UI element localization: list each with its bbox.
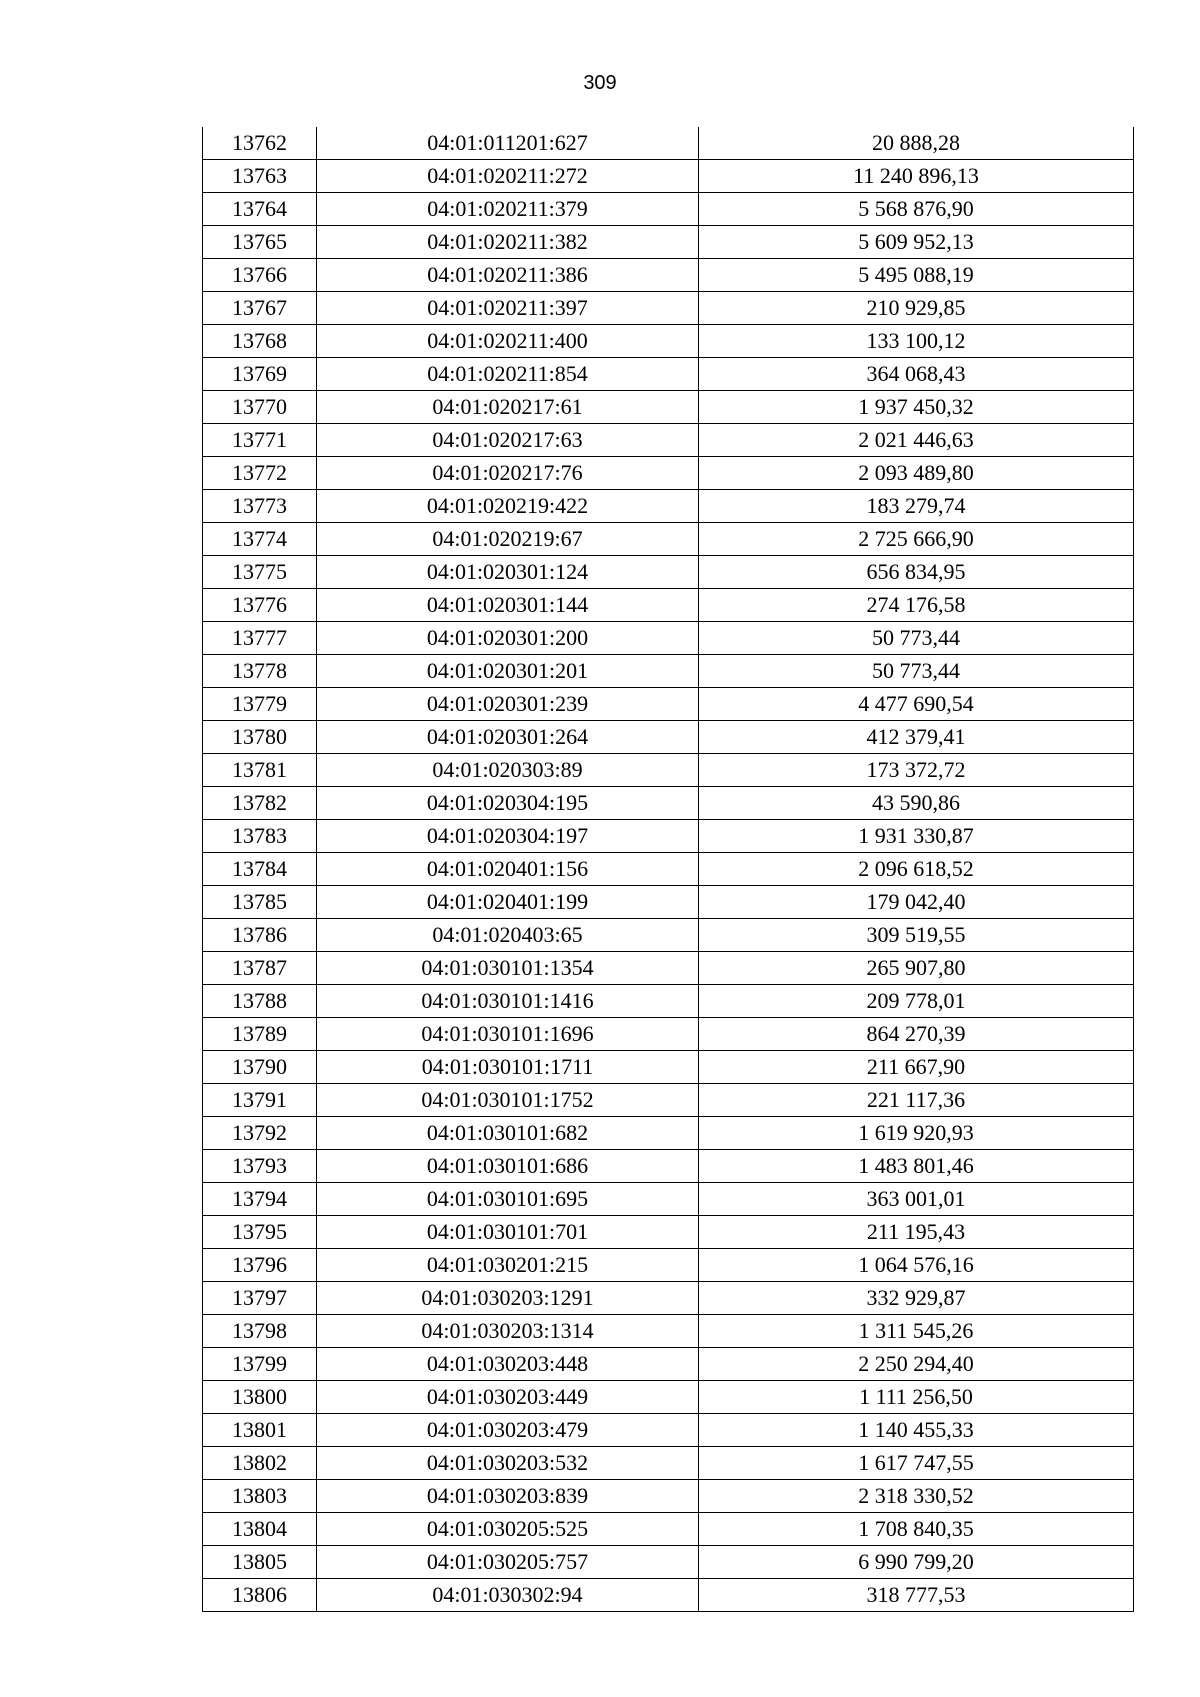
table-row [203,556,1134,589]
cadastral-number-cell: 04:01:020301:264 [317,721,699,754]
cadastral-value-cell: 2 096 618,52 [699,853,1134,886]
cadastral-number-cell: 04:01:020211:386 [317,259,699,292]
cadastral-value-cell: 364 068,43 [699,358,1134,391]
cadastral-value-cell: 864 270,39 [699,1018,1134,1051]
cadastral-value-cell: 183 279,74 [699,490,1134,523]
row-number-cell: 13802 [203,1447,317,1480]
cadastral-number-cell: 04:01:020301:124 [317,556,699,589]
cadastral-value-cell: 211 195,43 [699,1216,1134,1249]
cadastral-number-cell: 04:01:011201:627 [317,127,699,160]
row-number-cell: 13767 [203,292,317,325]
cadastral-value-cell: 363 001,01 [699,1183,1134,1216]
table-row [203,1513,1134,1546]
table-row [203,622,1134,655]
row-number-cell: 13793 [203,1150,317,1183]
row-number-cell: 13789 [203,1018,317,1051]
cadastral-number-cell: 04:01:030203:839 [317,1480,699,1513]
cadastral-value-cell: 2 318 330,52 [699,1480,1134,1513]
cadastral-number-cell: 04:01:020403:65 [317,919,699,952]
cadastral-number-cell: 04:01:020219:422 [317,490,699,523]
cadastral-number-cell: 04:01:020219:67 [317,523,699,556]
table-row [203,424,1134,457]
table-row [203,853,1134,886]
row-number-cell: 13772 [203,457,317,490]
row-number-cell: 13790 [203,1051,317,1084]
row-number-cell: 13803 [203,1480,317,1513]
table-row [203,490,1134,523]
table-row [203,1183,1134,1216]
table-row [203,688,1134,721]
table-row [203,1018,1134,1051]
row-number-cell: 13781 [203,754,317,787]
cadastral-number-cell: 04:01:030101:1711 [317,1051,699,1084]
cadastral-value-cell: 133 100,12 [699,325,1134,358]
cadastral-number-cell: 04:01:020211:379 [317,193,699,226]
cadastral-value-cell: 11 240 896,13 [699,160,1134,193]
table-row [203,1117,1134,1150]
cadastral-value-cell: 50 773,44 [699,622,1134,655]
cadastral-number-cell: 04:01:020301:201 [317,655,699,688]
cadastral-number-cell: 04:01:030201:215 [317,1249,699,1282]
table-row [203,1348,1134,1381]
cadastral-value-cell: 1 937 450,32 [699,391,1134,424]
row-number-cell: 13784 [203,853,317,886]
table-row [203,1216,1134,1249]
cadastral-number-cell: 04:01:030205:525 [317,1513,699,1546]
cadastral-value-cell: 1 064 576,16 [699,1249,1134,1282]
cadastral-number-cell: 04:01:020301:144 [317,589,699,622]
cadastral-number-cell: 04:01:020301:200 [317,622,699,655]
table-row [203,787,1134,820]
table-row [203,325,1134,358]
cadastral-value-cell: 265 907,80 [699,952,1134,985]
cadastral-number-cell: 04:01:020211:400 [317,325,699,358]
cadastral-number-cell: 04:01:020211:272 [317,160,699,193]
table-row [203,1249,1134,1282]
row-number-cell: 13791 [203,1084,317,1117]
row-number-cell: 13773 [203,490,317,523]
cadastral-number-cell: 04:01:030101:695 [317,1183,699,1216]
cadastral-number-cell: 04:01:020217:61 [317,391,699,424]
table-row [203,1381,1134,1414]
cadastral-number-cell: 04:01:030101:1752 [317,1084,699,1117]
table-row [203,160,1134,193]
table-row [203,589,1134,622]
cadastral-value-cell: 1 483 801,46 [699,1150,1134,1183]
cadastral-number-cell: 04:01:030302:94 [317,1579,699,1612]
table-row [203,1051,1134,1084]
cadastral-value-cell: 1 708 840,35 [699,1513,1134,1546]
table-row [203,358,1134,391]
row-number-cell: 13787 [203,952,317,985]
cadastral-value-cell: 1 617 747,55 [699,1447,1134,1480]
cadastral-number-cell: 04:01:020211:382 [317,226,699,259]
cadastral-value-cell: 43 590,86 [699,787,1134,820]
cadastral-value-cell: 2 250 294,40 [699,1348,1134,1381]
table-row [203,1414,1134,1447]
table-row [203,721,1134,754]
table-row [203,292,1134,325]
page-number: 309 [583,72,617,94]
table-row [203,952,1134,985]
cadastral-number-cell: 04:01:020303:89 [317,754,699,787]
row-number-cell: 13769 [203,358,317,391]
cadastral-number-cell: 04:01:020217:76 [317,457,699,490]
cadastral-number-cell: 04:01:030101:1696 [317,1018,699,1051]
cadastral-number-cell: 04:01:020211:397 [317,292,699,325]
cadastral-value-cell: 5 568 876,90 [699,193,1134,226]
cadastral-value-cell: 6 990 799,20 [699,1546,1134,1579]
cadastral-number-cell: 04:01:030203:532 [317,1447,699,1480]
table-row [203,457,1134,490]
cadastral-number-cell: 04:01:030203:449 [317,1381,699,1414]
row-number-cell: 13806 [203,1579,317,1612]
cadastral-value-cell: 209 778,01 [699,985,1134,1018]
row-number-cell: 13764 [203,193,317,226]
cadastral-value-cell: 5 609 952,13 [699,226,1134,259]
cadastral-number-cell: 04:01:030203:448 [317,1348,699,1381]
table-row [203,1315,1134,1348]
row-number-cell: 13782 [203,787,317,820]
cadastral-value-cell: 2 021 446,63 [699,424,1134,457]
table-body [203,127,1134,1612]
cadastral-number-cell: 04:01:020401:199 [317,886,699,919]
cadastral-value-cell: 1 111 256,50 [699,1381,1134,1414]
row-number-cell: 13805 [203,1546,317,1579]
table-row [203,259,1134,292]
cadastral-value-cell: 2 725 666,90 [699,523,1134,556]
table-row [203,523,1134,556]
row-number-cell: 13765 [203,226,317,259]
table-row [203,985,1134,1018]
cadastral-value-cell: 20 888,28 [699,127,1134,160]
table-row [203,1084,1134,1117]
cadastral-number-cell: 04:01:020217:63 [317,424,699,457]
table-row [203,754,1134,787]
cadastral-value-cell: 318 777,53 [699,1579,1134,1612]
table-row [203,127,1134,160]
row-number-cell: 13779 [203,688,317,721]
cadastral-number-cell: 04:01:020211:854 [317,358,699,391]
row-number-cell: 13804 [203,1513,317,1546]
table-row [203,886,1134,919]
table-row [203,919,1134,952]
row-number-cell: 13798 [203,1315,317,1348]
row-number-cell: 13795 [203,1216,317,1249]
cadastral-value-cell: 179 042,40 [699,886,1134,919]
cadastral-number-cell: 04:01:030101:1416 [317,985,699,1018]
row-number-cell: 13780 [203,721,317,754]
table-row [203,391,1134,424]
table-row [203,1579,1134,1612]
row-number-cell: 13774 [203,523,317,556]
cadastral-value-cell: 5 495 088,19 [699,259,1134,292]
row-number-cell: 13763 [203,160,317,193]
row-number-cell: 13785 [203,886,317,919]
cadastral-value-cell: 412 379,41 [699,721,1134,754]
row-number-cell: 13768 [203,325,317,358]
row-number-cell: 13776 [203,589,317,622]
table-row [203,1546,1134,1579]
row-number-cell: 13801 [203,1414,317,1447]
cadastral-number-cell: 04:01:030205:757 [317,1546,699,1579]
cadastral-number-cell: 04:01:020301:239 [317,688,699,721]
row-number-cell: 13770 [203,391,317,424]
row-number-cell: 13775 [203,556,317,589]
row-number-cell: 13788 [203,985,317,1018]
cadastral-value-cell: 50 773,44 [699,655,1134,688]
cadastral-value-table [202,127,1134,1612]
cadastral-number-cell: 04:01:030203:1314 [317,1315,699,1348]
cadastral-value-cell: 656 834,95 [699,556,1134,589]
cadastral-value-cell: 1 931 330,87 [699,820,1134,853]
cadastral-number-cell: 04:01:030101:682 [317,1117,699,1150]
cadastral-number-cell: 04:01:030203:1291 [317,1282,699,1315]
table-row [203,226,1134,259]
row-number-cell: 13800 [203,1381,317,1414]
row-number-cell: 13762 [203,127,317,160]
row-number-cell: 13797 [203,1282,317,1315]
cadastral-number-cell: 04:01:020401:156 [317,853,699,886]
cadastral-value-cell: 1 311 545,26 [699,1315,1134,1348]
cadastral-number-cell: 04:01:030101:701 [317,1216,699,1249]
cadastral-number-cell: 04:01:020304:195 [317,787,699,820]
table-row [203,193,1134,226]
cadastral-value-cell: 1 619 920,93 [699,1117,1134,1150]
row-number-cell: 13777 [203,622,317,655]
row-number-cell: 13792 [203,1117,317,1150]
row-number-cell: 13796 [203,1249,317,1282]
table-row [203,1282,1134,1315]
row-number-cell: 13766 [203,259,317,292]
cadastral-number-cell: 04:01:030203:479 [317,1414,699,1447]
cadastral-value-cell: 332 929,87 [699,1282,1134,1315]
table-row [203,655,1134,688]
cadastral-value-cell: 221 117,36 [699,1084,1134,1117]
cadastral-value-cell: 1 140 455,33 [699,1414,1134,1447]
row-number-cell: 13778 [203,655,317,688]
row-number-cell: 13771 [203,424,317,457]
table-row [203,1447,1134,1480]
table-row [203,1480,1134,1513]
cadastral-value-cell: 4 477 690,54 [699,688,1134,721]
cadastral-value-cell: 309 519,55 [699,919,1134,952]
row-number-cell: 13783 [203,820,317,853]
cadastral-number-cell: 04:01:020304:197 [317,820,699,853]
cadastral-value-cell: 173 372,72 [699,754,1134,787]
row-number-cell: 13794 [203,1183,317,1216]
table-row [203,1150,1134,1183]
cadastral-number-cell: 04:01:030101:686 [317,1150,699,1183]
cadastral-value-cell: 210 929,85 [699,292,1134,325]
row-number-cell: 13799 [203,1348,317,1381]
table-row [203,820,1134,853]
cadastral-value-cell: 211 667,90 [699,1051,1134,1084]
row-number-cell: 13786 [203,919,317,952]
cadastral-value-cell: 2 093 489,80 [699,457,1134,490]
cadastral-number-cell: 04:01:030101:1354 [317,952,699,985]
cadastral-value-cell: 274 176,58 [699,589,1134,622]
